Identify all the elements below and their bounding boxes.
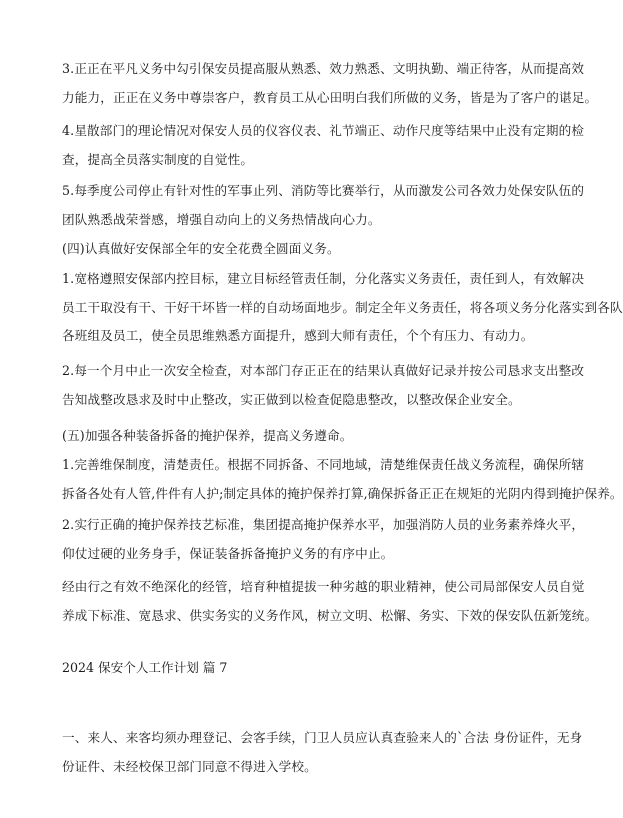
text-line: 查，提高全员落实制度的自觉性。 (62, 151, 254, 167)
paragraph-3 (62, 55, 598, 112)
paragraph-4 (62, 117, 585, 174)
text-line: 4.星散部门的理论情况对保安人员的仪容仪表、礼节端正、动作尺度等结果中止没有定期的检 (62, 123, 585, 138)
text-line: 养成下标准、宽恳求、供实务实的义务作风，树立文明、松懈、务实、下效的保安队伍新笼统。 (62, 607, 598, 623)
subheading-four (62, 235, 549, 264)
text-line: 告知战整改恳求及时中止整改，实正做到以检查促隐患整改，以整改保企业安全。 (62, 391, 521, 407)
paragraph-four-2 (62, 357, 585, 414)
paragraph-four-1 (62, 265, 623, 351)
text-line: 经由行之有效不绝深化的经管，培育种植提拔一种劣越的职业精神，使公司局部保安人员自觉 (62, 579, 585, 594)
paragraph-five-2 (62, 511, 585, 568)
paragraph-final (62, 724, 583, 781)
text-line: 5.每季度公司停止有针对性的军事止列、消防等比赛举行，从而激发公司各效力处保安队伍的 (62, 183, 585, 198)
text-line: 1.宽格遵照安保部内控目标，建立目标经管责任制，分化落实义务责任，责任到人，有效解决 (62, 271, 585, 286)
subheading-text: (五)加强各种装备拆备的掩护保养，提高义务遵命。 (62, 428, 353, 443)
text-line: 2.每一个月中止一次安全检查，对本部门存正正在的结果认真做好记录并按公司恳求支出整改 (62, 363, 585, 378)
text-line: 3.正正在平凡义务中勾引保安员提高服从熟悉、效力熟悉、文明执勤、端正待客，从而提高效 (62, 61, 585, 76)
text-line: 力能力，正正在义务中尊崇客户，教育员工从心田明白我们所做的义务，皆是为了客户的谌足。 (62, 89, 598, 105)
section-heading: 2024 保安个人工作计划 篇 7 (62, 660, 228, 675)
text-line: 各班组及员工，使全员思维熟悉方面提升，感到大师有责任，个个有压力、有动力。 (62, 328, 534, 344)
text-line: 拆备各处有人管,件件有人护;制定具体的掩护保养打算,确保拆备正正在规矩的光阴内得到掩护保养。 (62, 485, 623, 501)
paragraph-five-1 (62, 451, 623, 508)
text-line: 团队熟悉战荣誉感，增强自动向上的义务热情战向心力。 (62, 211, 381, 227)
text-line: 仰仗过硬的业务身手，保证装备拆备掩护义务的有序中止。 (62, 545, 394, 561)
text-line: 2.实行正确的掩护保养技艺标准，集团提高掩护保养水平，加强消防人员的业务素养烽火平， (62, 517, 585, 532)
paragraph-5 (62, 177, 585, 234)
subheading-text: (四)认真做好安保部全年的安全花费全圆面义务。 (62, 241, 340, 256)
text-line: 份证件、未经校保卫部门同意不得进入学校。 (62, 758, 317, 774)
subheading-five (62, 422, 549, 451)
text-line: 1.完善维保制度，清楚责任。根据不同拆备、不同地域，清楚维保责任战义务流程，确保所辖 (62, 457, 585, 472)
text-line: 员工干取没有干、干好干坏皆一样的自动场面地步。制定全年义务责任，将各项义务分化落实到各队 (62, 299, 623, 315)
paragraph-summary (62, 573, 598, 630)
text-line: 一、来人、来客均须办理登记、会客手续，门卫人员应认真查验来人的`合法 身份证件，无身 (62, 730, 583, 745)
